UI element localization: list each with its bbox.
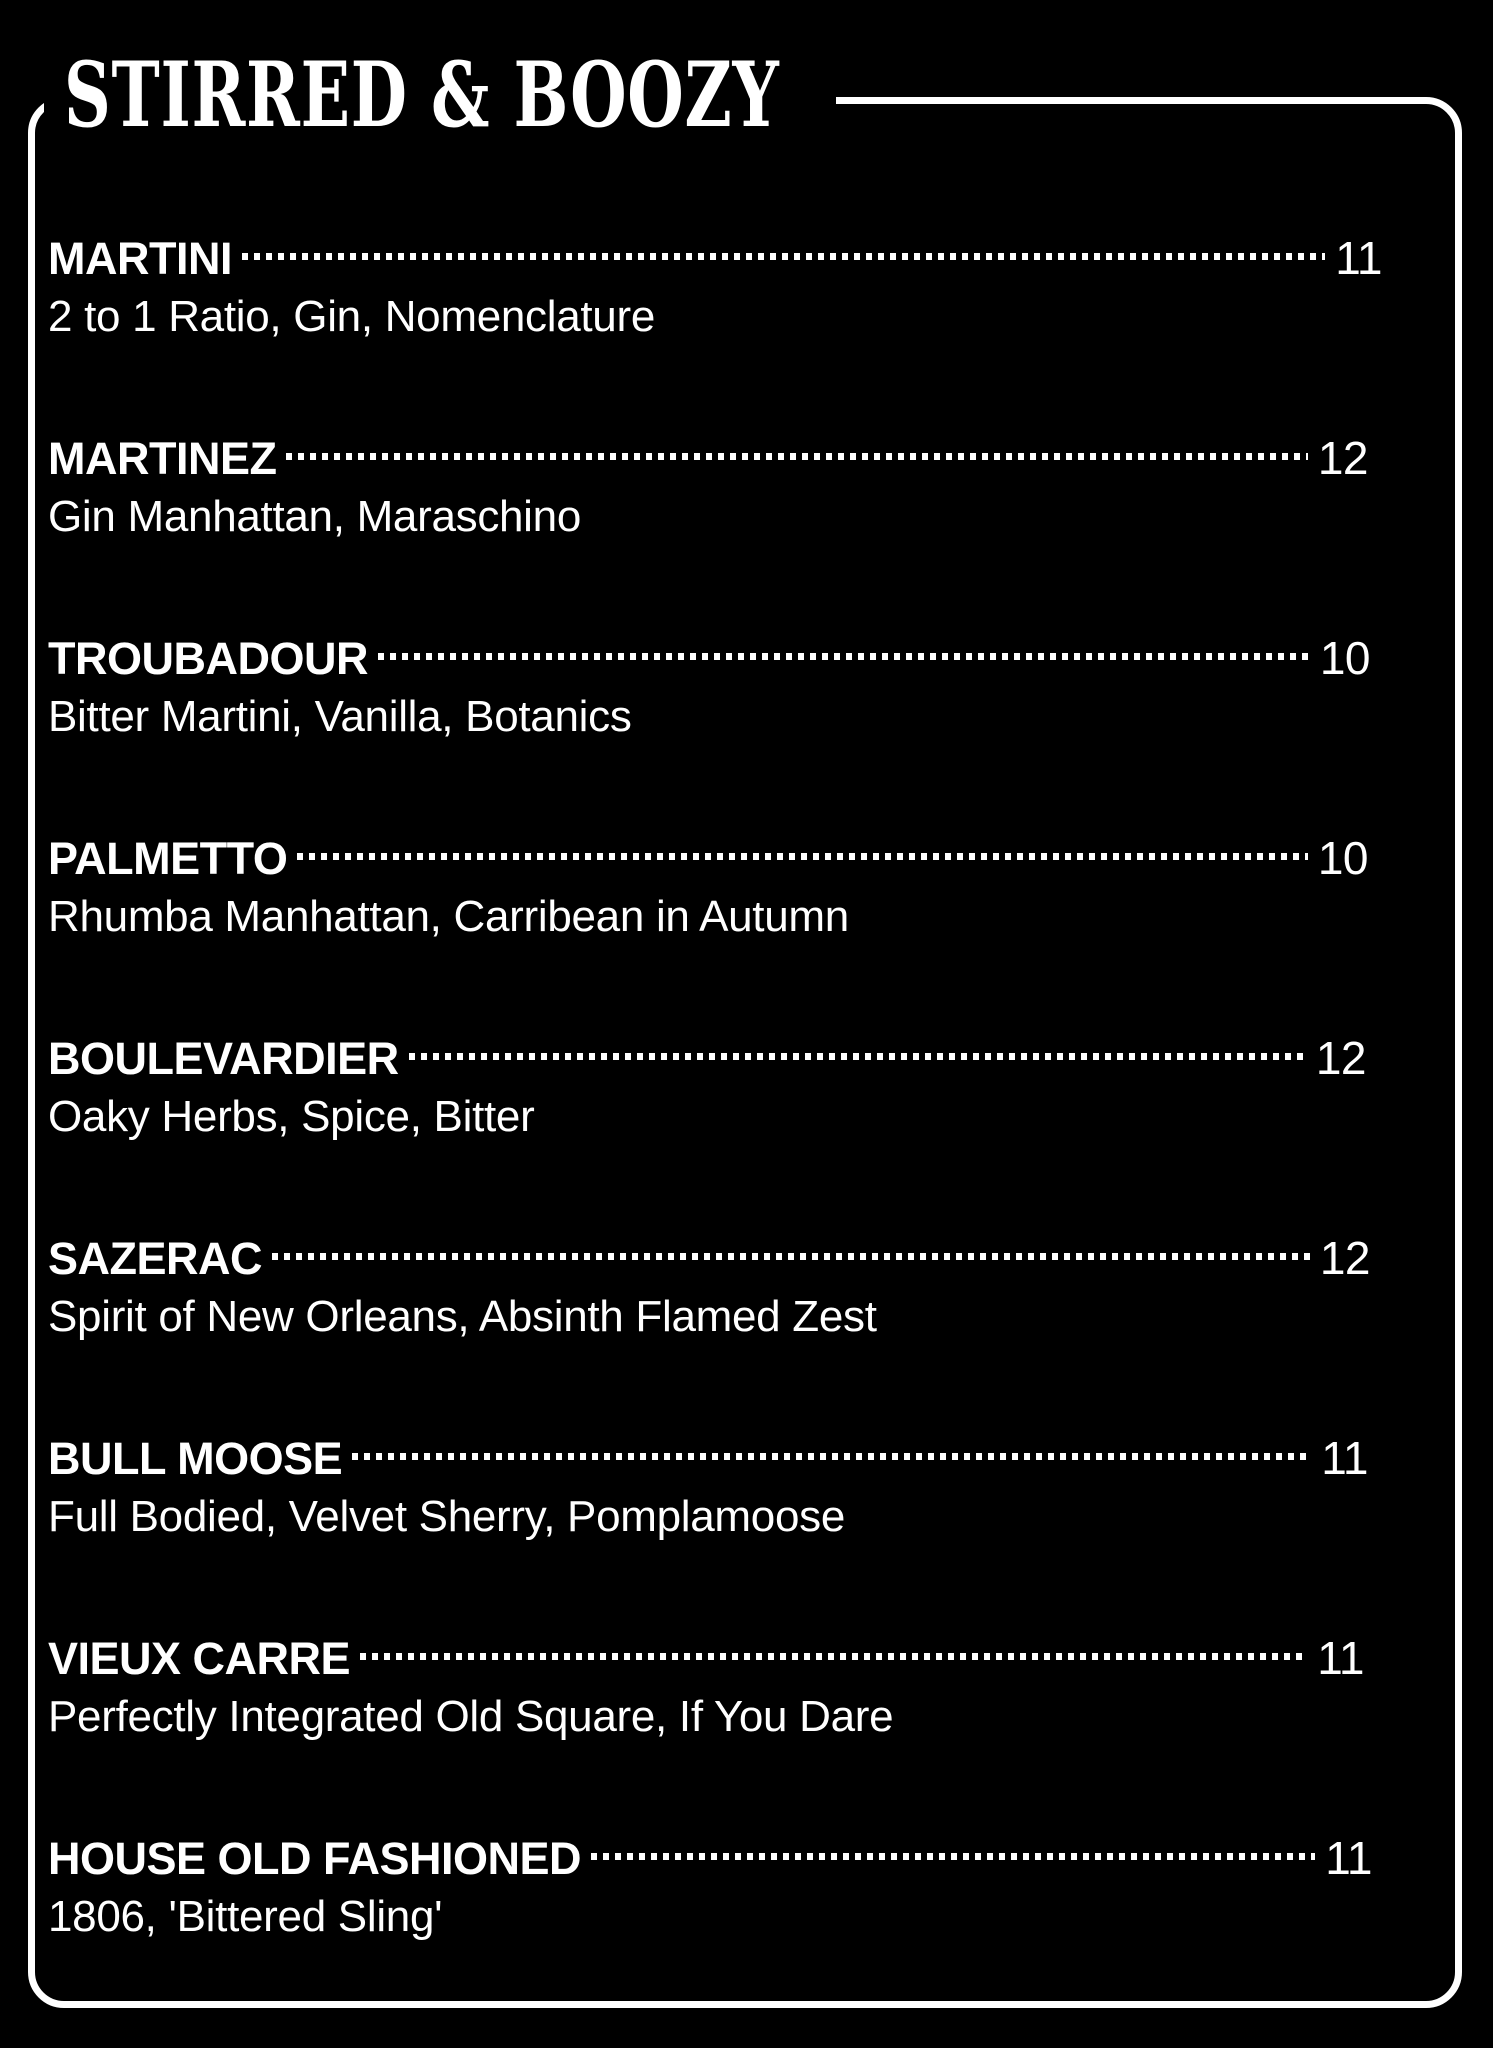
menu-item-name: MARTINI [48,233,232,284]
dot-leader [378,614,1310,674]
menu-item-price: 11 [1325,1832,1372,1884]
menu-item-price: 12 [1315,1032,1366,1084]
dot-leader [409,1014,1306,1074]
dot-leader [242,214,1325,274]
dot-leader [352,1414,1311,1474]
menu-item-price: 12 [1317,432,1368,484]
menu-item [48,1214,1430,1414]
menu-item-row [48,814,1368,889]
menu-item-row [48,1614,1364,1689]
menu-item [48,1614,1430,1814]
menu-item-row [48,1014,1366,1089]
menu-item-description: Gin Manhattan, Maraschino [48,492,582,541]
section-title: STIRRED & BOOZY [64,42,780,148]
menu-item-description: Oaky Herbs, Spice, Bitter [48,1092,535,1141]
menu-item-description: Rhumba Manhattan, Carribean in Autumn [48,892,849,941]
menu-item-description: 2 to 1 Ratio, Gin, Nomenclature [48,292,656,341]
menu-item-name: BOULEVARDIER [48,1033,399,1084]
section-header [44,40,836,150]
menu-item-name: PALMETTO [48,833,288,884]
menu-item-row [48,214,1382,289]
menu-item [48,1814,1430,2014]
menu-item-row [48,414,1368,489]
menu-item-name: MARTINEZ [48,433,277,484]
menu-item-name: SAZERAC [48,1233,263,1284]
menu-item-price: 11 [1317,1632,1364,1684]
menu-item-name: TROUBADOUR [48,633,368,684]
menu-item-description: Spirit of New Orleans, Absinth Flamed Zest [48,1292,877,1341]
menu-item [48,414,1430,614]
dot-leader [591,1814,1315,1874]
menu-item [48,214,1430,414]
menu-item-price: 10 [1319,632,1370,684]
menu-item-description: Full Bodied, Velvet Sherry, Pomplamoose [48,1492,845,1541]
menu-item [48,814,1430,1014]
dot-leader [286,414,1307,474]
menu-item-row [48,614,1370,689]
menu-item-price: 12 [1319,1232,1370,1284]
menu-item-name: BULL MOOSE [48,1433,343,1484]
menu-item-row [48,1814,1372,1889]
menu-item-row [48,1414,1368,1489]
menu-item-name: VIEUX CARRE [48,1633,351,1684]
menu-item-row [48,1214,1370,1289]
menu-item [48,1014,1430,1214]
menu-item [48,614,1430,814]
menu-item-name: HOUSE OLD FASHIONED [48,1833,582,1884]
dot-leader [272,1214,1310,1274]
menu-item [48,1414,1430,1614]
dot-leader [360,1614,1307,1674]
menu-item-description: Perfectly Integrated Old Square, If You Dare [48,1692,894,1741]
menu-item-price: 11 [1335,232,1382,284]
menu-item-description: Bitter Martini, Vanilla, Botanics [48,692,632,741]
menu-item-price: 10 [1317,832,1368,884]
menu-item-price: 11 [1321,1432,1368,1484]
menu-item-description: 1806, 'Bittered Sling' [48,1892,443,1941]
menu-item-list [48,214,1430,2014]
dot-leader [297,814,1308,874]
